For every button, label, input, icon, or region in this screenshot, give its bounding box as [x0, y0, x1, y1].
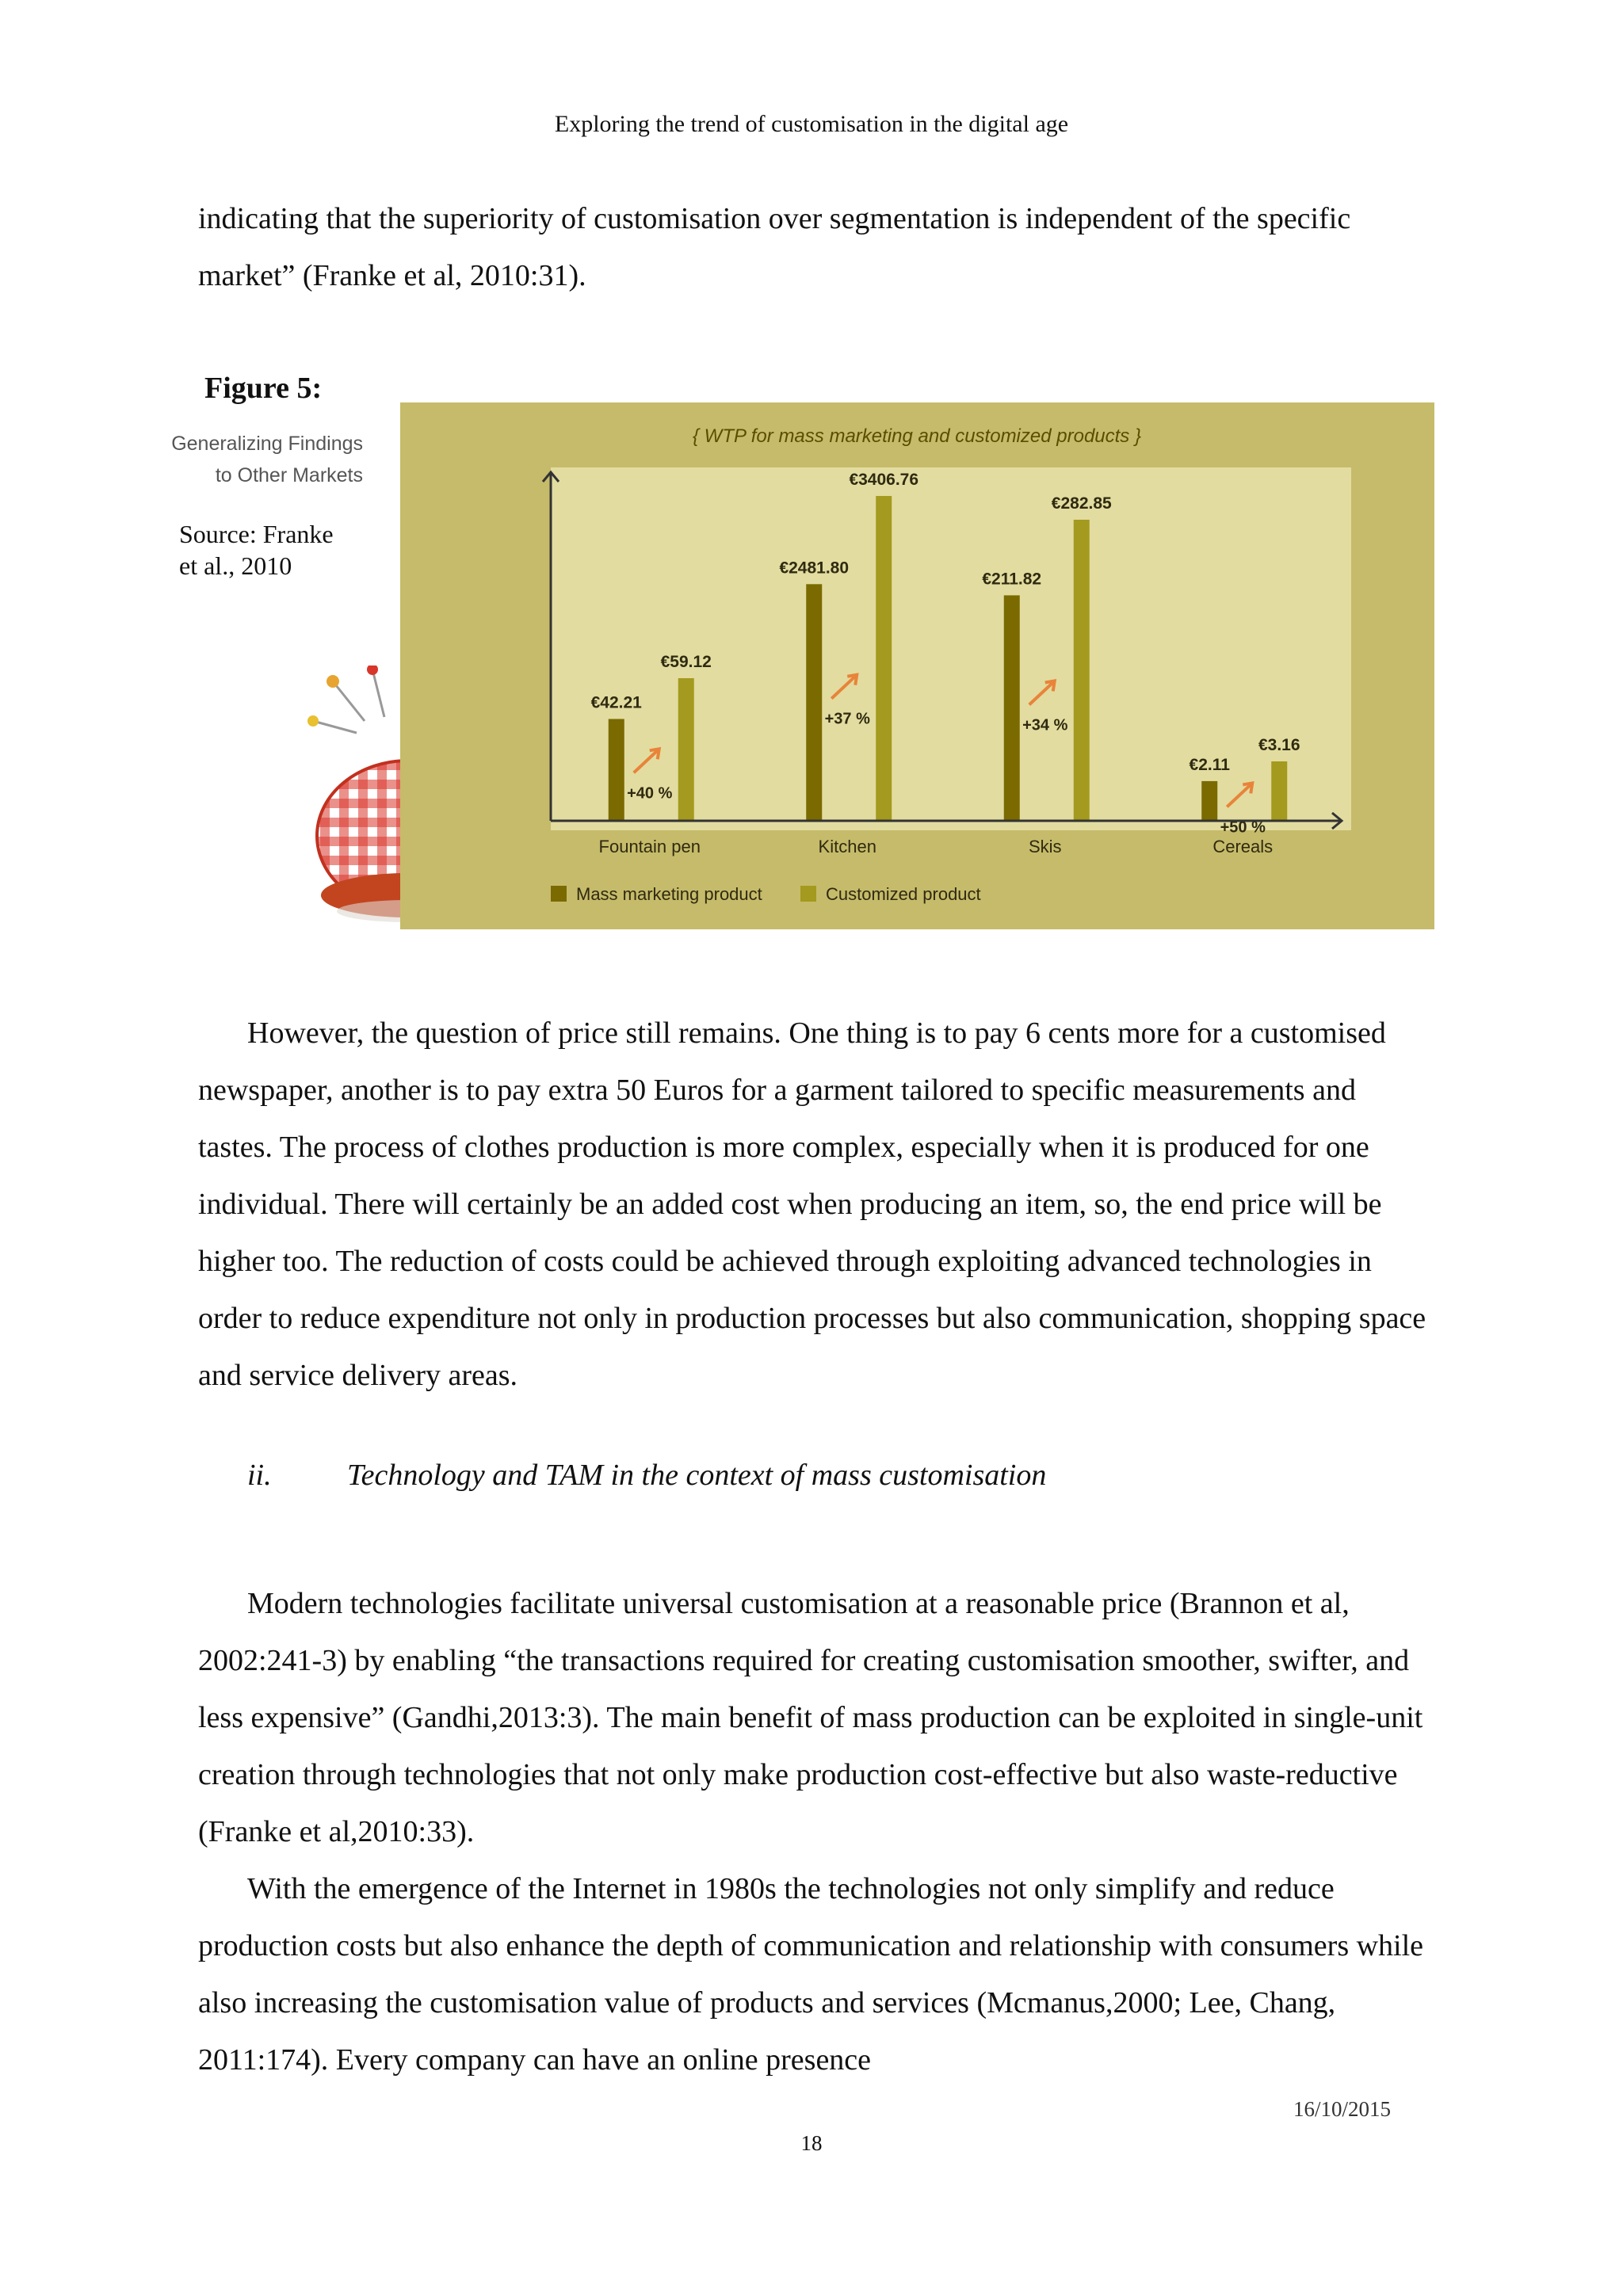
- footer-date: 16/10/2015: [1293, 2097, 1391, 2121]
- data-label-mass-2: €211.82: [982, 570, 1042, 589]
- plot-area: [551, 467, 1351, 830]
- figure-source: [179, 518, 334, 582]
- data-label-custom-1: €3406.76: [849, 471, 919, 489]
- figure-caption-line2: to Other Markets: [215, 464, 363, 486]
- increase-label-1: +37 %: [824, 710, 870, 728]
- running-header: Exploring the trend of customisation in the digital age: [554, 111, 1069, 137]
- bar-custom-0: [678, 678, 694, 821]
- figure-source-line2: et al., 2010: [179, 551, 292, 580]
- legend-swatch-customized: [800, 886, 816, 902]
- increase-label-2: +34 %: [1022, 716, 1068, 734]
- paragraph-continuation: indicating that the superiority of customisation over segmentation is independent of the specific market” (Franke et al, 2010:31).: [198, 202, 1351, 292]
- paragraph-internet-emergence: With the emergence of the Internet in 1980s the technologies not only simplify and reduce production costs but also enhance the depth of communication and relationship with consumers while also increasing the customisation value of products and services (Mcmanus,2000; Lee, Chang, 2011:174). Every company can have an online presence: [198, 1872, 1424, 2077]
- legend-label-customized: Customized product: [826, 884, 981, 904]
- section-title: Technology and TAM in the context of mass customisation: [347, 1459, 1047, 1492]
- section-number: ii.: [247, 1459, 272, 1492]
- bar-mass-3: [1201, 781, 1217, 821]
- bar-mass-1: [806, 584, 822, 821]
- increase-label-0: +40 %: [627, 784, 673, 803]
- bar-custom-2: [1074, 520, 1090, 821]
- legend-label-mass-marketing: Mass marketing product: [576, 884, 762, 904]
- figure-label: Figure 5:: [204, 372, 323, 405]
- data-label-mass-0: €42.21: [590, 693, 642, 712]
- legend-swatch-mass-marketing: [551, 886, 567, 902]
- chart-title: { WTP for mass marketing and customized products }: [692, 425, 1142, 447]
- page-number: 18: [800, 2131, 823, 2155]
- chart-panel: [400, 402, 1434, 929]
- figure-caption-line1: Generalizing Findings: [171, 433, 363, 455]
- bar-custom-3: [1271, 761, 1287, 821]
- data-label-custom-3: €3.16: [1258, 736, 1300, 754]
- bar-mass-2: [1004, 595, 1020, 821]
- bar-mass-0: [609, 719, 624, 821]
- category-label-3: Cereals: [1212, 837, 1274, 856]
- figure-source-line1: Source: Franke: [179, 520, 334, 548]
- chart-legend: [551, 884, 981, 904]
- figure-caption: [151, 428, 363, 491]
- bar-custom-1: [876, 496, 892, 821]
- paragraph-price-question: However, the question of price still remains. One thing is to pay 6 cents more for a customised newspaper, another is to pay extra 50 Euros for a garment tailored to specific measurements and tastes. The process of clothes production is more complex, especially when it is produced for one individual. There will certainly be an added cost when producing an item, so, the end price will be higher too. The reduction of costs could be achieved through exploiting advanced technologies in order to reduce expenditure not only in production processes but also communication, shopping space and service delivery areas.: [198, 1016, 1426, 1392]
- category-label-2: Skis: [1028, 837, 1062, 856]
- category-label-0: Fountain pen: [598, 837, 701, 856]
- data-label-custom-0: €59.12: [660, 653, 712, 671]
- category-label-1: Kitchen: [818, 837, 876, 856]
- increase-label-3: +50 %: [1220, 818, 1266, 837]
- section-heading: [247, 1458, 1046, 1493]
- data-label-custom-2: €282.85: [1051, 494, 1112, 513]
- data-label-mass-3: €2.11: [1189, 755, 1230, 774]
- paragraph-modern-technologies: Modern technologies facilitate universal customisation at a reasonable price (Brannon et al, 2002:241-3) by enabling “the transactions required for creating customisation smoother, swifter, and less expensive” (Gandhi,2013:3). The main benefit of mass production can be exploited in single-unit creation through technologies that not only make production cost-effective but also waste-reductive (Franke et al,2010:33).: [198, 1587, 1423, 1848]
- data-label-mass-1: €2481.80: [779, 559, 850, 578]
- bar-chart: [400, 402, 1434, 929]
